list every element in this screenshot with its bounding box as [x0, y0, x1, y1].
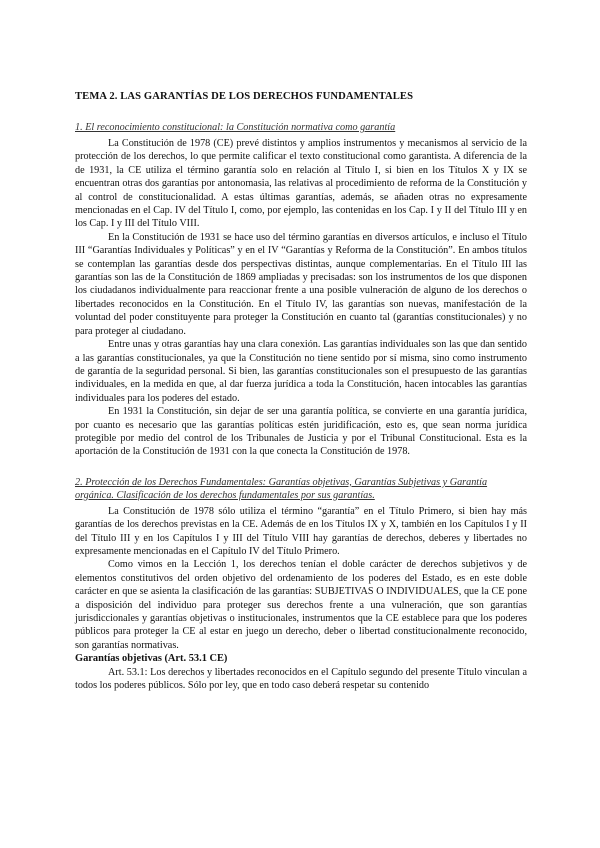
- section-2-paragraph-3: Art. 53.1: Los derechos y libertades reconocidos en el Capítulo segundo del presente Título vinculan a todos los poderes públicos. Sólo por ley, que en todo caso deberá respetar su contenido: [75, 666, 527, 692]
- document-title: TEMA 2. LAS GARANTÍAS DE LOS DERECHOS FUNDAMENTALES: [75, 91, 414, 102]
- section-2-paragraph-1: La Constitución de 1978 sólo utiliza el término “garantía” en el Título Primero, si bien hay más garantías de los derechos previstas en la CE. Además de en los Títulos IX y X, también en los Capítulos I y II del Título III y en los Capítulos I y III del Título VIII hay garantías de derechos, deberes y libertades no expresamente mencionadas en el Capítulo IV del Título Primero.: [75, 505, 527, 557]
- section-1-paragraph-1: La Constitución de 1978 (CE) prevé distintos y amplios instrumentos y mecanismos al servicio de la protección de los derechos, lo que permite calificar el texto constitucional como garantista. A diferencia de la de 1931, la CE utiliza el término garantía solo en relación al Título I, si bien en los Títulos X y IX se encuentran otras dos garantías por antonomasia, las relativas al procedimiento de reforma de la Constitución y al control de constitucionalidad. A estas últimas garantías, además, se añaden otras no expresamente mencionadas en el Cap. IV del Título I, como, por ejemplo, las contenidas en los Cap. I y II del Título III y en los Cap. I y III del Título VIII.: [75, 138, 527, 230]
- section-1-heading: 1. El reconocimiento constitucional: la Constitución normativa como garantía: [75, 122, 396, 133]
- section-1-paragraph-2: En la Constitución de 1931 se hace uso del término garantías en diversos artículos, e incluso el Título III “Garantías Individuales y Políticas” y en el IV “Garantías y Reforma de la Constitución”. En ambos títulos se contemplan las garantías desde dos perspectivas distintas, aunque complementarias. En el Título III las garantías son las de la Constitución de 1869 ampliadas y precisadas: son los instrumentos de los que disponen los ciudadanos individualmente para reaccionar frente a una posible vulneración de alguno de los derechos o libertades reconocidos en la Constitución. En el Título IV, las garantías son nuevas, manifestación de la voluntad del poder constituyente para proteger la Constitución en cuanto tal (garantías constitucionales) y no para proteger al ciudadano.: [75, 231, 527, 337]
- section-1-paragraph-3: Entre unas y otras garantías hay una clara conexión. Las garantías individuales son las que dan sentido a las garantías constitucionales, ya que la Constitución no tiene sentido por sí misma, sino como instrumento de garantía de la seguridad personal. Si bien, las garantías constitucionales son el presupuesto de las garantías individuales, en la medida en que, al dar fuerza jurídica a toda la Constitución, hacen intocables las garantías individuales para los poderes del estado.: [75, 339, 527, 404]
- section-1-paragraph-4: En 1931 la Constitución, sin dejar de ser una garantía política, se convierte en una garantía jurídica, por cuanto es necesario que las garantías políticas estén juridificación, esto es, que sean norma jurídica protegible por medio del control de los Tribunales de Justicia y por el Tribunal Constitucional. Esta es la aportación de la Constitución de 1931 con la que conecta la Constitución de 1978.: [75, 406, 527, 458]
- section-2-paragraph-2: Como vimos en la Lección 1, los derechos tenían el doble carácter de derechos subjetivos y de elementos constitutivos del orden objetivo del ordenamiento de los poderes del Estado, es en este doble carácter en que se asienta la clasificación de las garantías: SUBJETIVAS O INDIVIDUALES, que la CE pone a disposición del individuo para proteger sus derechos frente a una vulneración, que son garantías jurisdiccionales y garantías objetivas o institucionales, instrumentos que la CE establece para que los poderes públicos para proteger la CE al estar en juego un derecho, deber o libertad constitucionalmente reconocido, son garantías normativas.: [75, 559, 527, 651]
- section-2-heading: 2. Protección de los Derechos Fundamentales: Garantías objetivas, Garantías Subjetivas y Garantía orgánica. Clasificación de los derechos fundamentales por sus garantías.: [75, 476, 488, 501]
- section-2-subheading: Garantías objetivas (Art. 53.1 CE): [75, 653, 228, 665]
